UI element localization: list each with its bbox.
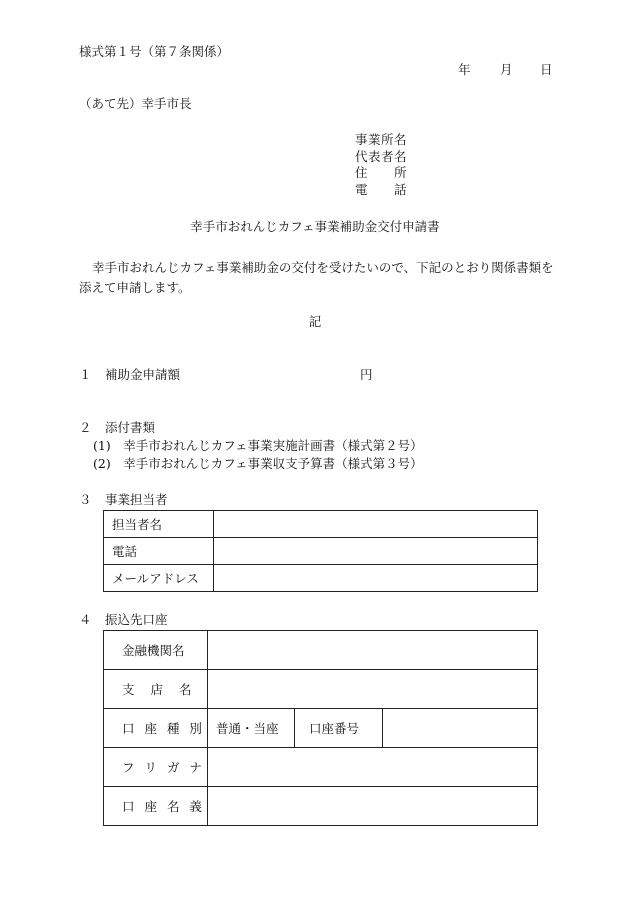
addressee: （あて先）幸手市長 (79, 96, 192, 111)
form-number: 様式第１号（第７条関係） (79, 44, 230, 59)
table-row (104, 538, 538, 565)
section-1-label: 補助金申請額 (105, 367, 181, 382)
section-4-number: ４ (79, 612, 92, 627)
table-label: メールアドレス (104, 565, 214, 592)
table-row (104, 670, 538, 709)
section-3-number: ３ (79, 492, 92, 507)
table-input-cell[interactable] (208, 670, 538, 709)
table-label: フ リ ガ ナ (104, 748, 208, 787)
table-input-cell[interactable] (383, 709, 538, 748)
table-row (104, 565, 538, 592)
table-label: 口 座 種 別 (104, 709, 208, 748)
body-text: 幸手市おれんじカフェ事業補助金の交付を受けたいので、下記のとおり関係書類を添えて申請します。 (79, 260, 554, 295)
section-2-number: ２ (79, 420, 92, 435)
ki-heading: 記 (308, 314, 322, 329)
account-type-value[interactable]: 普通・当座 (208, 709, 295, 748)
table-label: 金融機関名 (104, 631, 208, 670)
date-month: 月 (500, 62, 513, 77)
date-day: 日 (540, 62, 553, 77)
table-input-cell[interactable] (208, 748, 538, 787)
applicant-field: 電 話 (355, 181, 408, 197)
table-row (104, 631, 538, 670)
bank-account-table (103, 630, 538, 826)
table-row (104, 787, 538, 826)
section-4-label: 振込先口座 (105, 612, 168, 627)
section-3-label: 事業担当者 (105, 492, 168, 507)
applicant-block (355, 132, 407, 198)
document-title: 幸手市おれんじカフェ事業補助金交付申請書 (190, 219, 440, 234)
contact-person-table (103, 510, 538, 592)
table-label: 口 座 名 義 (104, 787, 208, 826)
table-row (104, 709, 538, 748)
table-input-cell[interactable] (214, 511, 538, 538)
attachment-item: (1) 幸手市おれんじカフェ事業実施計画書（様式第２号） (93, 438, 423, 453)
table-row (104, 511, 538, 538)
table-label: 支 店 名 (104, 670, 208, 709)
table-input-cell[interactable] (214, 565, 538, 592)
applicant-field: 事業所名 (355, 132, 408, 147)
section-1-number: １ (79, 367, 92, 382)
section-1-unit: 円 (360, 367, 373, 382)
table-input-cell[interactable] (214, 538, 538, 565)
table-label: 口座番号 (295, 709, 383, 748)
table-input-cell[interactable] (208, 631, 538, 670)
table-row (104, 748, 538, 787)
table-label: 担当者名 (104, 511, 214, 538)
date-year: 年 (458, 62, 471, 77)
attachment-item: (2) 幸手市おれんじカフェ事業収支予算書（様式第３号） (93, 456, 423, 471)
table-label: 電話 (104, 538, 214, 565)
applicant-field: 住 所 (355, 165, 408, 180)
section-2-label: 添付書類 (105, 420, 156, 435)
table-input-cell[interactable] (208, 787, 538, 826)
applicant-field: 代表者名 (355, 148, 408, 164)
